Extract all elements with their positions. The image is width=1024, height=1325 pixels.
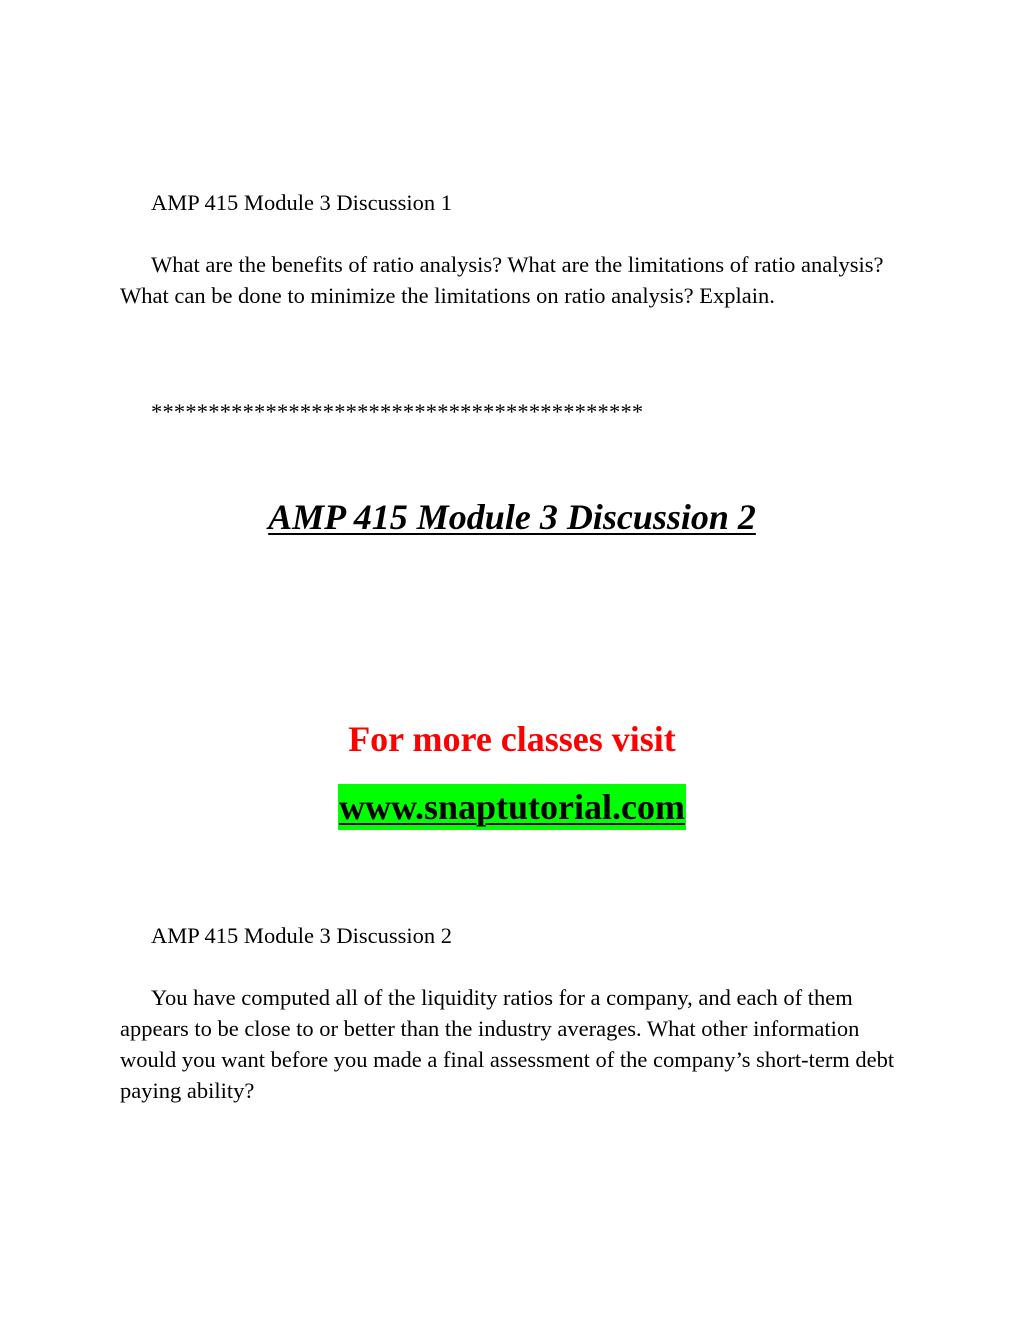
separator-line: ******************************************* bbox=[151, 399, 644, 424]
discussion-2-heading bbox=[0, 495, 1024, 539]
discussion-2-title: AMP 415 Module 3 Discussion 2 bbox=[151, 923, 453, 948]
discussion-2-question: You have computed all of the liquidity ratios for a company, and each of them appears to be close to or better than the industry averages. What other information would you want before you made a final assessment of the company’s short-term debt paying ability? bbox=[120, 985, 895, 1103]
discussion-1-title: AMP 415 Module 3 Discussion 1 bbox=[151, 190, 453, 215]
promo-link-wrapper bbox=[0, 784, 1024, 830]
discussion-1-question: What are the benefits of ratio analysis? What are the limitations of ratio analysis? What can be done to minimize the limitations on ratio analysis? Explain. bbox=[120, 252, 884, 308]
discussion-2-heading-text: AMP 415 Module 3 Discussion 2 bbox=[268, 497, 756, 537]
promo-text: For more classes visit bbox=[348, 719, 676, 759]
website-link[interactable]: www.snaptutorial.com bbox=[338, 784, 686, 830]
